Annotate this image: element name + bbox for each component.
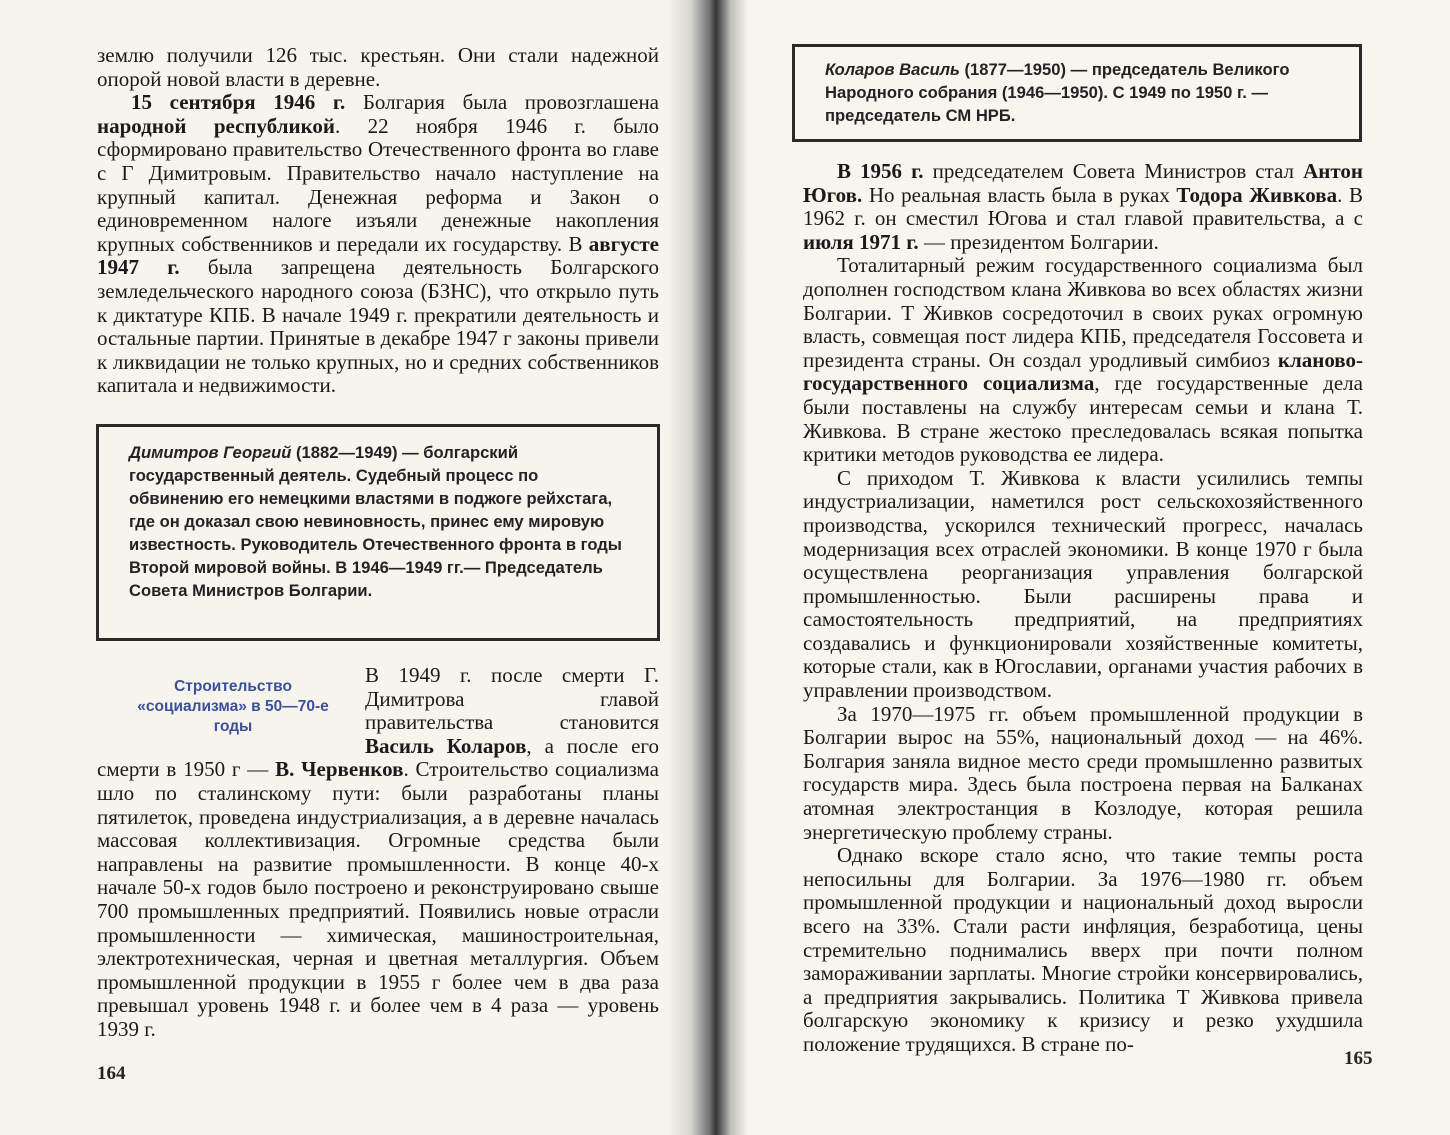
- right-text: [803, 160, 1363, 1057]
- bio-text: (1877—1950) — председатель Великого Народного собрания (1946—1950). С 1949 по 1950 г. — председатель СМ НРБ.: [825, 60, 1290, 125]
- page-number-left: 164: [97, 1063, 126, 1084]
- bio-box-kolarov: [792, 44, 1362, 142]
- paragraph-growth: За 1970—1975 гг. объем промышленной продукции в Болгарии вырос на 55%, национальный доход — на 46%. Болгария заняла видное место среди промышленно развитых государств мира. Здесь была построена первая на Балканах атомная электростанция в Козлодуе, которая решила энергетическую проблему страны.: [803, 701, 1363, 844]
- paragraph-1956: В 1956 г. председателем Совета Министров стал Антон Югов. Но реальная власть была в руках Тодора Живкова. В 1962 г. он сместил Югова и стал главой правительства, а с июля 1971 г. — президентом Болгарии.: [803, 159, 1363, 254]
- bold-name-chervenkov: В. Червенков: [275, 757, 404, 782]
- left-text-bottom: [97, 664, 659, 1042]
- page-number-right: 165: [1344, 1048, 1373, 1069]
- paragraph-totalitarian: Тоталитарный режим государственного социализма был дополнен господством клана Живкова во всех областях жизни Болгарии. Т Живков сосредоточил в своих руках огромную власть, совмещая пост лидера КПБ, председателя Госсовета и президента страны. Он создал уродливый симбиоз кланово-государственного социализма, где государственные дела были поставлены на службу интересам семьи и клана Т. Живкова. В стране жестоко преследовалась всякая попытка критики методов руководства ее лидера.: [803, 253, 1363, 467]
- paragraph-industrialization: С приходом Т. Живкова к власти усилились темпы индустриализации, наметился рост сельскохозяйственного производства, ускорился технический прогресс, началась модернизация всех отраслей экономики. В конце 1970 г была осуществлена реорганизация управления болгарской промышленностью. Были расширены права и самостоятельность предприятий, на предприятиях создавались и функционировали хозяйственные комитеты, которые стали, как в Югославии, органами участия рабочих в управлении производством.: [803, 465, 1363, 703]
- bold-term: народной республикой: [97, 113, 336, 138]
- bold-date: 15 сентября 1946 г.: [131, 90, 346, 115]
- bold-name-kolarov: Василь Коларов: [365, 733, 527, 758]
- bio-name: Димитров Георгий: [129, 443, 292, 462]
- section-sidenote: Строительство «социализма» в 50—70-е годы: [137, 678, 329, 735]
- bio-box-dimitrov: [96, 424, 660, 641]
- paragraph-republic: 15 сентября 1946 г. Болгария была провозглашена народной республикой. 22 ноября 1946 г. было сформировано правительство Отечественного фронта во главе с Г Димитровым. Правительство начало наступление на крупный капитал. Денежная реформа и Закон о единовременном налоге изъяли денежные накопления крупных собственников и передали их государству. В августе 1947 г. была запрещена деятельность Болгарского земледельческого народного союза (БЗНС), что открыло путь к диктатуре КПБ. В начале 1949 г. прекратили деятельность и остальные партии. Принятые в декабре 1947 г законы привели к ликвидации не только крупных, но и средних собственников капитала и недвижимости.: [97, 90, 660, 398]
- paragraph-continuation: землю получили 126 тыс. крестьян. Они стали надежной опорой новой власти в деревне.: [97, 43, 659, 91]
- paragraph-crisis: Однако вскоре стало ясно, что такие темпы роста непосильны для Болгарии. За 1976—1980 гг. объем промышленной продукции и национальный доход выросли всего на 33%. Стали расти инфляция, безработица, цены стремительно поднимались вверх при почти полном замораживании зарплаты. Многие стройки консервировались, а предприятия закрывались. Политика Т Живкова привела болгарскую экономику к кризису и резко ухудшила положение трудящихся. В стране по-: [803, 843, 1363, 1056]
- paragraph-socialism: В 1949 г. после смерти Г. Димитрова главой правительства становится Василь Коларов, а после его смерти в 1950 г — В. Червенков. Строительство социализма шло по сталинскому пути: были разработаны планы пятилеток, проведена индустриализация, а в деревне началась массовая коллективизация. Огромные средства были направлены на развитие промышленности. В конце 40-х начале 50-х годов было построено и реконструировано свыше 700 промышленных предприятий. Появились новые отрасли промышленности — химическая, машиностроительная, электротехническая, черная и цветная металлургия. Объем промышленной продукции в 1955 г более чем в два раза превышал уровень 1948 г. и более чем в 4 раза — уровень 1939 г.: [97, 663, 660, 1041]
- book-gutter: [668, 0, 748, 1135]
- left-text-top: [97, 44, 659, 398]
- bio-name: Коларов Василь: [825, 60, 960, 79]
- bio-text: (1882—1949) — болгарский государственный деятель. Судебный процесс по обвинению его немецкими властями в поджоге рейхстага, где он доказал свою невиновность, принес ему мировую известность. Руководитель Отечественного фронта в годы Второй мировой войны. В 1946—1949 гг.— Председатель Совета Министров Болгарии.: [129, 443, 622, 600]
- bold-date-2: августе 1947 г.: [97, 231, 659, 280]
